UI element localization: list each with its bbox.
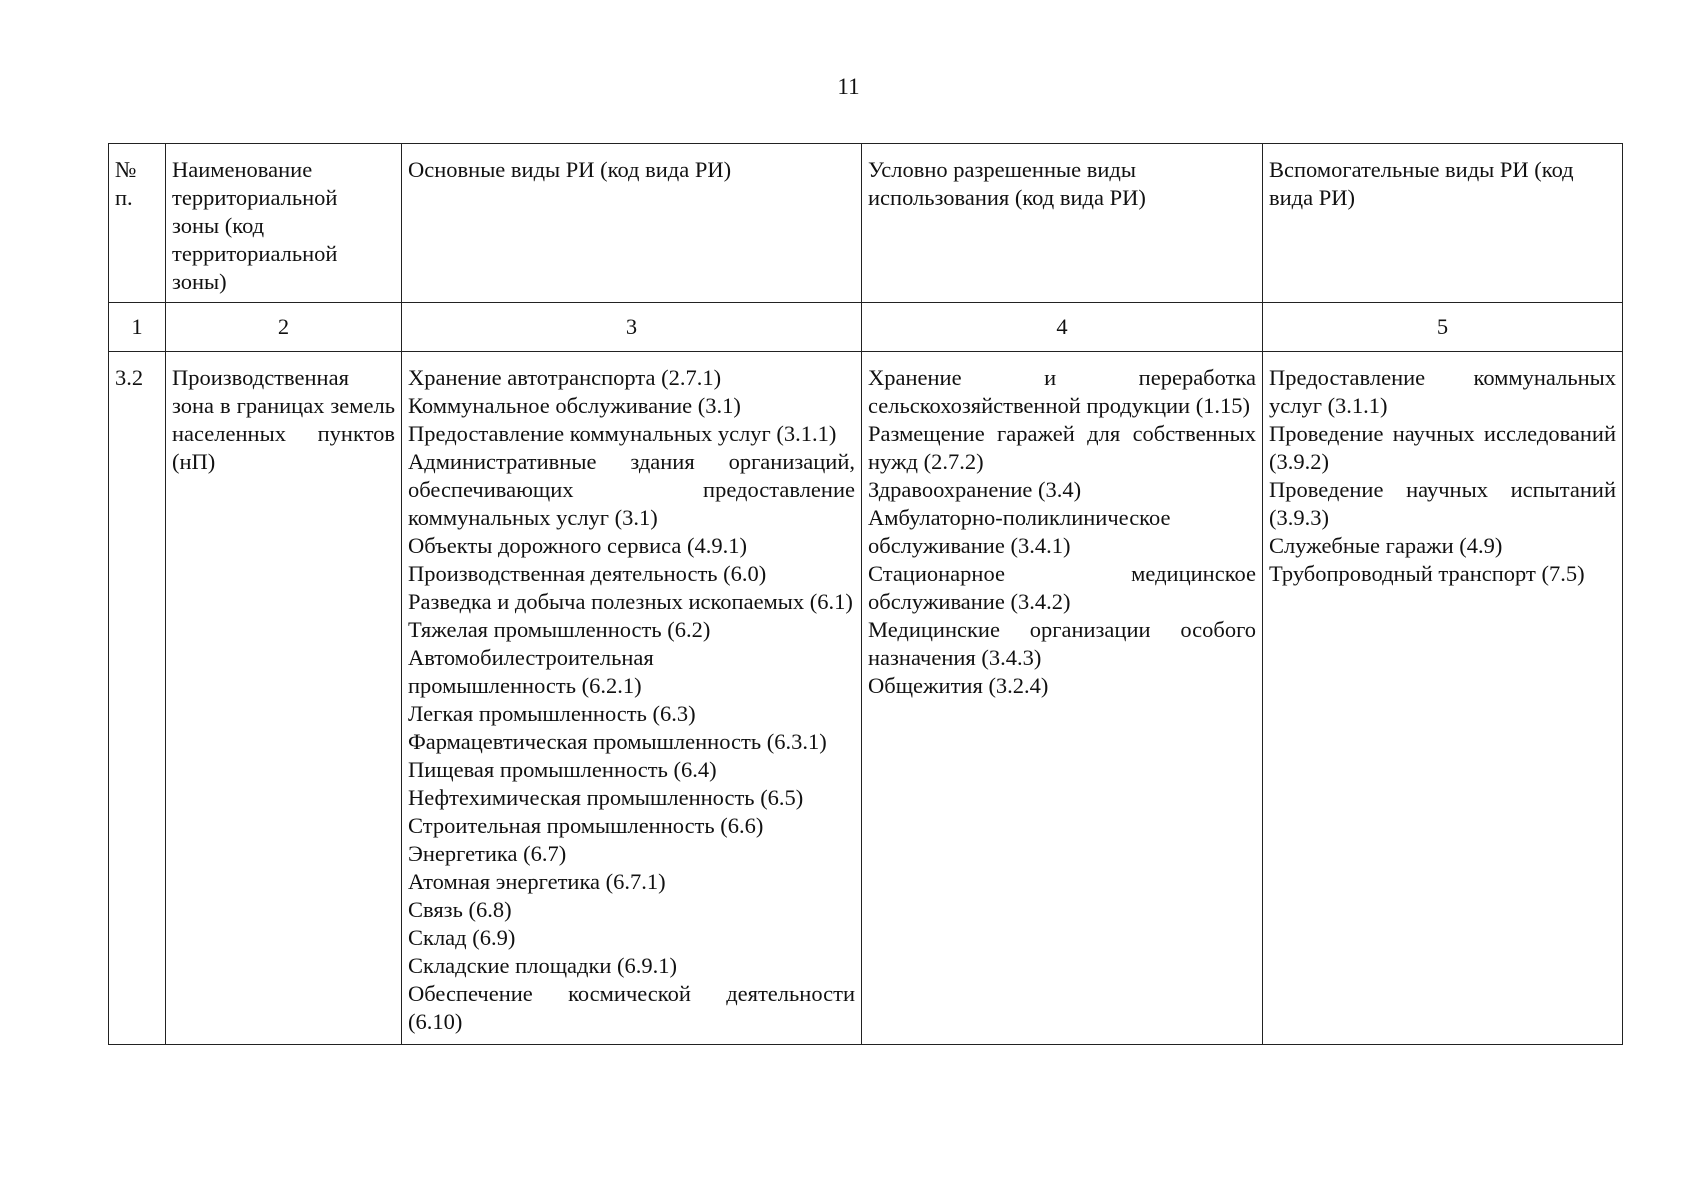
main-use-item: Административные здания организаций, обеспечивающих предоставление коммунальных услуг (3.1) [408,449,855,530]
main-use-item: Тяжелая промышленность (6.2) [408,617,711,642]
zone-num: 3.2 [109,352,166,1045]
conditional-use-item: Здравоохранение (3.4) [868,477,1082,502]
auxiliary-use-item: Служебные гаражи (4.9) [1269,533,1503,558]
main-use-item: Коммунальное обслуживание (3.1) [408,393,741,418]
main-use-item: Пищевая промышленность (6.4) [408,757,717,782]
auxiliary-use-item: Проведение научных исследований (3.9.2) [1269,421,1616,474]
auxiliary-use-item: Трубопроводный транспорт (7.5) [1269,561,1585,586]
header-conditional-uses: Условно разрешенные виды использования (код вида РИ) [862,144,1263,303]
header-main-uses: Основные виды РИ (код вида РИ) [402,144,862,303]
page-number: 11 [837,74,860,99]
main-use-item: Автомобилестроительная промышленность (6.2.1) [408,645,654,698]
column-number: 5 [1263,303,1623,352]
main-uses-cell [402,352,862,1045]
auxiliary-use-item: Проведение научных испытаний (3.9.3) [1269,477,1616,530]
conditional-use-item: Амбулаторно-поликлиническое обслуживание (3.4.1) [868,505,1171,558]
conditional-use-item: Стационарное медицинское обслуживание (3.4.2) [868,561,1256,614]
column-number: 1 [109,303,166,352]
conditional-use-item: Медицинские организации особого назначения (3.4.3) [868,617,1256,670]
auxiliary-uses-cell [1263,352,1623,1045]
conditional-use-item: Общежития (3.2.4) [868,673,1049,698]
main-use-item: Обеспечение космической деятельности (6.10) [408,981,855,1034]
header-num: № п. [109,144,166,303]
header-row [109,144,1623,303]
zone-row [109,352,1623,1045]
conditional-use-item: Хранение и переработка сельскохозяйственной продукции (1.15) [868,365,1256,418]
main-use-item: Разведка и добыча полезных ископаемых (6.1) [408,589,853,614]
main-use-item: Энергетика (6.7) [408,841,567,866]
auxiliary-use-item: Предоставление коммунальных услуг (3.1.1) [1269,365,1616,418]
header-auxiliary-uses: Вспомогательные виды РИ (код вида РИ) [1263,144,1623,303]
zones-table [108,143,1623,1045]
main-use-item: Легкая промышленность (6.3) [408,701,696,726]
main-use-item: Фармацевтическая промышленность (6.3.1) [408,729,827,754]
main-use-item: Хранение автотранспорта (2.7.1) [408,365,722,390]
column-number: 2 [166,303,402,352]
main-use-item: Производственная деятельность (6.0) [408,561,767,586]
main-use-item: Атомная энергетика (6.7.1) [408,869,666,894]
main-use-item: Связь (6.8) [408,897,512,922]
conditional-use-item: Размещение гаражей для собственных нужд (2.7.2) [868,421,1256,474]
main-use-item: Складские площадки (6.9.1) [408,953,678,978]
zone-name: Производственная зона в границах земель населенных пунктов (нП) [166,352,402,1045]
main-use-item: Нефтехимическая промышленность (6.5) [408,785,804,810]
header-zone-name: Наименование территориальной зоны (код территориальной зоны) [166,144,402,303]
conditional-uses-cell [862,352,1263,1045]
column-number: 4 [862,303,1263,352]
column-number-row [109,303,1623,352]
main-use-item: Объекты дорожного сервиса (4.9.1) [408,533,748,558]
column-number: 3 [402,303,862,352]
main-use-item: Склад (6.9) [408,925,516,950]
main-use-item: Предоставление коммунальных услуг (3.1.1) [408,421,837,446]
main-use-item: Строительная промышленность (6.6) [408,813,764,838]
